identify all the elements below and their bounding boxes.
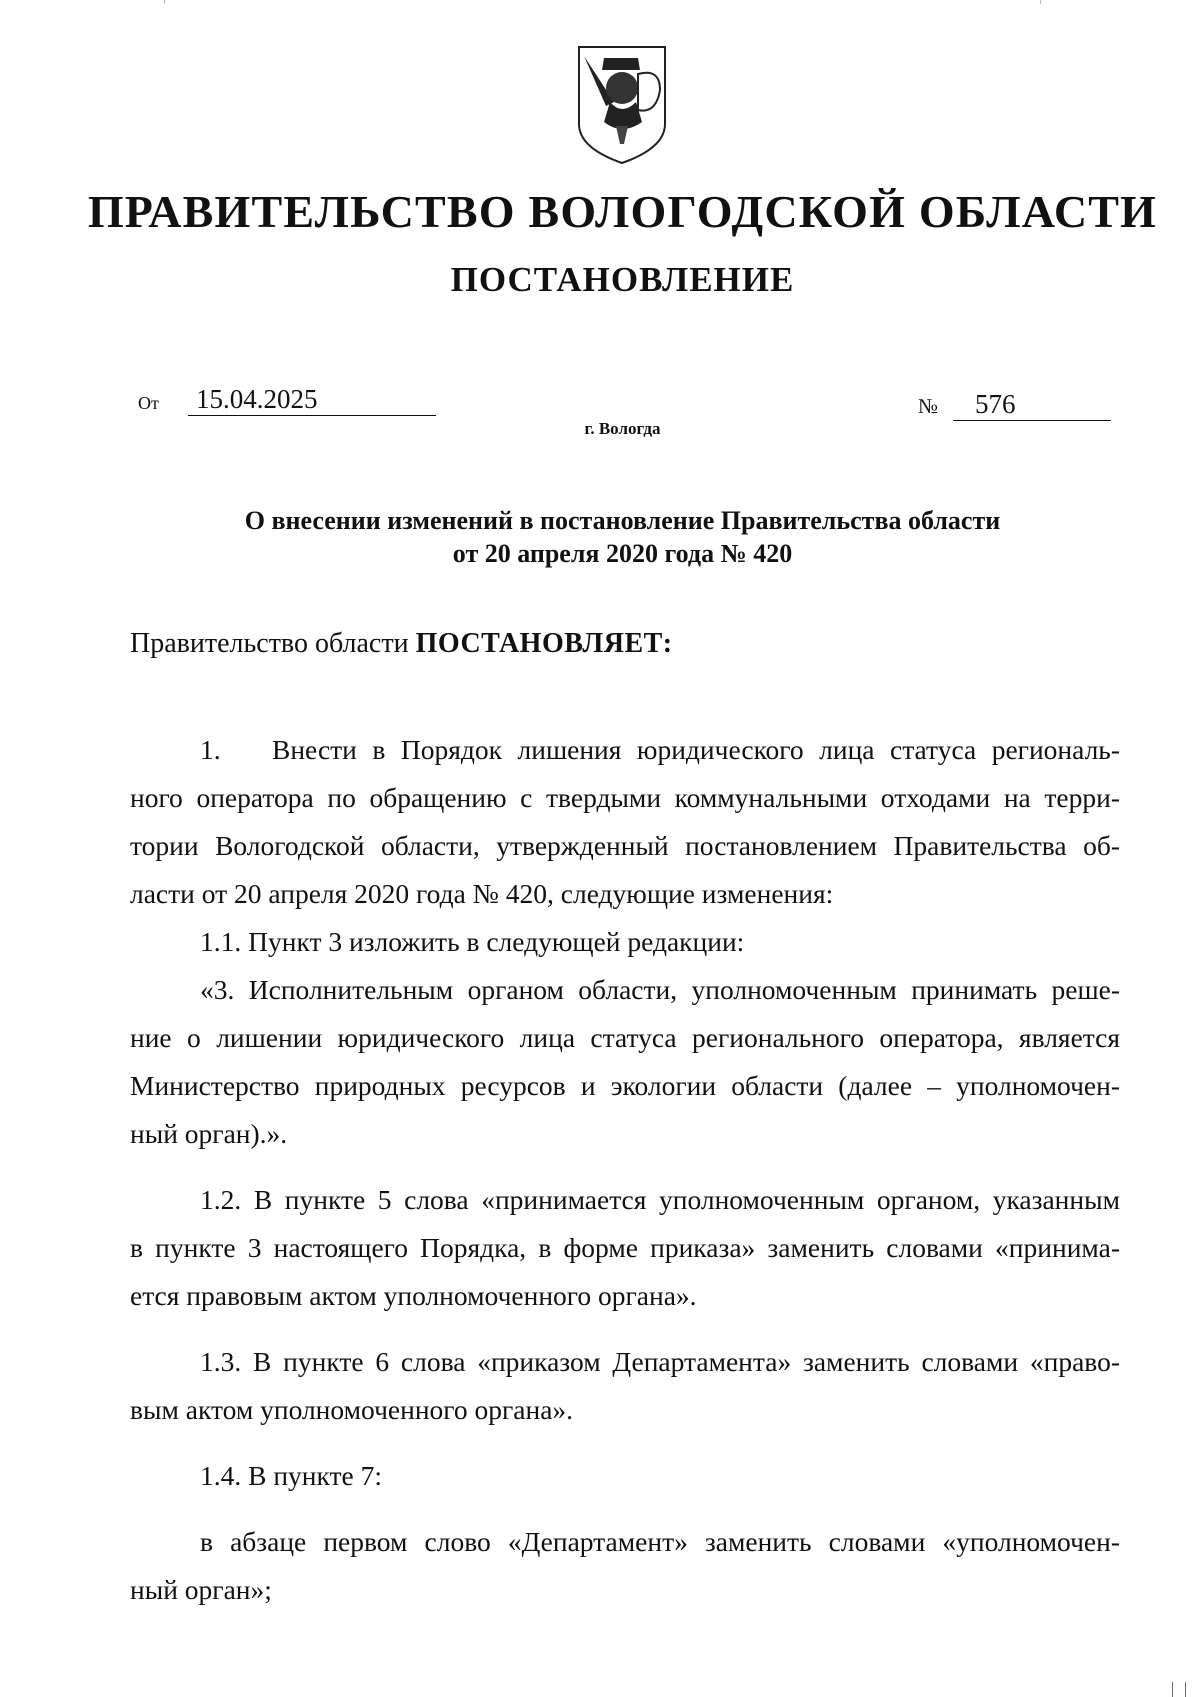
paragraph-line: ный орган»; [130,1574,272,1605]
paragraph-line: тории Вологодской области, утвержденный постановлением Правительства об- [130,830,1120,861]
document-type: ПОСТАНОВЛЕНИЕ [450,260,795,299]
number-value: 576 [953,388,1111,421]
paragraph-line: вым актом уполномоченного органа». [130,1394,574,1425]
paragraph-line: 1.1. Пункт 3 изложить в следующей редакции: [200,926,745,957]
paragraph-line: 1.4. В пункте 7: [200,1460,383,1491]
paragraph-line: 1.3. В пункте 6 слова «приказом Департамента» заменить словами «право- [200,1346,1120,1377]
paragraph-line: ласти от 20 апреля 2020 года № 420, следующие изменения: [130,878,834,909]
city: г. Вологда [584,419,661,438]
paragraph-line: ный орган).». [130,1118,288,1149]
scan-mark [164,0,165,4]
paragraph-line: ется правовым актом уполномоченного органа». [130,1280,697,1311]
preamble-verb: ПОСТАНОВЛЯЕТ: [415,628,673,659]
paragraph-line: 1.2. В пункте 5 слова «принимается уполномоченным органом, указанным [200,1184,1120,1215]
preamble [130,628,673,660]
document-subject [0,504,1200,570]
number-prefix: № [918,394,939,418]
paragraph-line: в пункте 3 настоящего Порядка, в форме приказа» заменить словами «принима- [130,1232,1120,1263]
scan-mark [1040,0,1041,4]
document-body [130,726,1120,1614]
paragraph-line [130,726,1120,774]
paragraph-line: в абзаце первом слово «Департамент» заменить словами «уполномочен- [200,1526,1120,1557]
paragraph-line: ного оператора по обращению с твердыми коммунальными отходами на терри- [130,782,1120,813]
subject-line: О внесении изменений в постановление Правительства области [244,506,1001,535]
paragraph-text: Внести в Порядок лишения юридического лица статуса региональ- [272,734,1120,765]
preamble-text: Правительство области [130,628,416,659]
coat-of-arms-icon [576,44,668,166]
date-value: 15.04.2025 [188,383,436,416]
scan-mark [1172,1682,1186,1697]
paragraph-line: Министерство природных ресурсов и экологии области (далее – уполномочен- [130,1070,1120,1101]
paragraph-number: 1. [200,734,221,765]
government-title: ПРАВИТЕЛЬСТВО ВОЛОГОДСКОЙ ОБЛАСТИ [87,186,1158,237]
subject-line: от 20 апреля 2020 года № 420 [452,539,793,568]
paragraph-line: «3. Исполнительным органом области, уполномоченным принимать реше- [200,974,1120,1005]
paragraph-line: ние о лишении юридического лица статуса регионального оператора, является [130,1022,1120,1053]
date-prefix: От [138,393,159,413]
